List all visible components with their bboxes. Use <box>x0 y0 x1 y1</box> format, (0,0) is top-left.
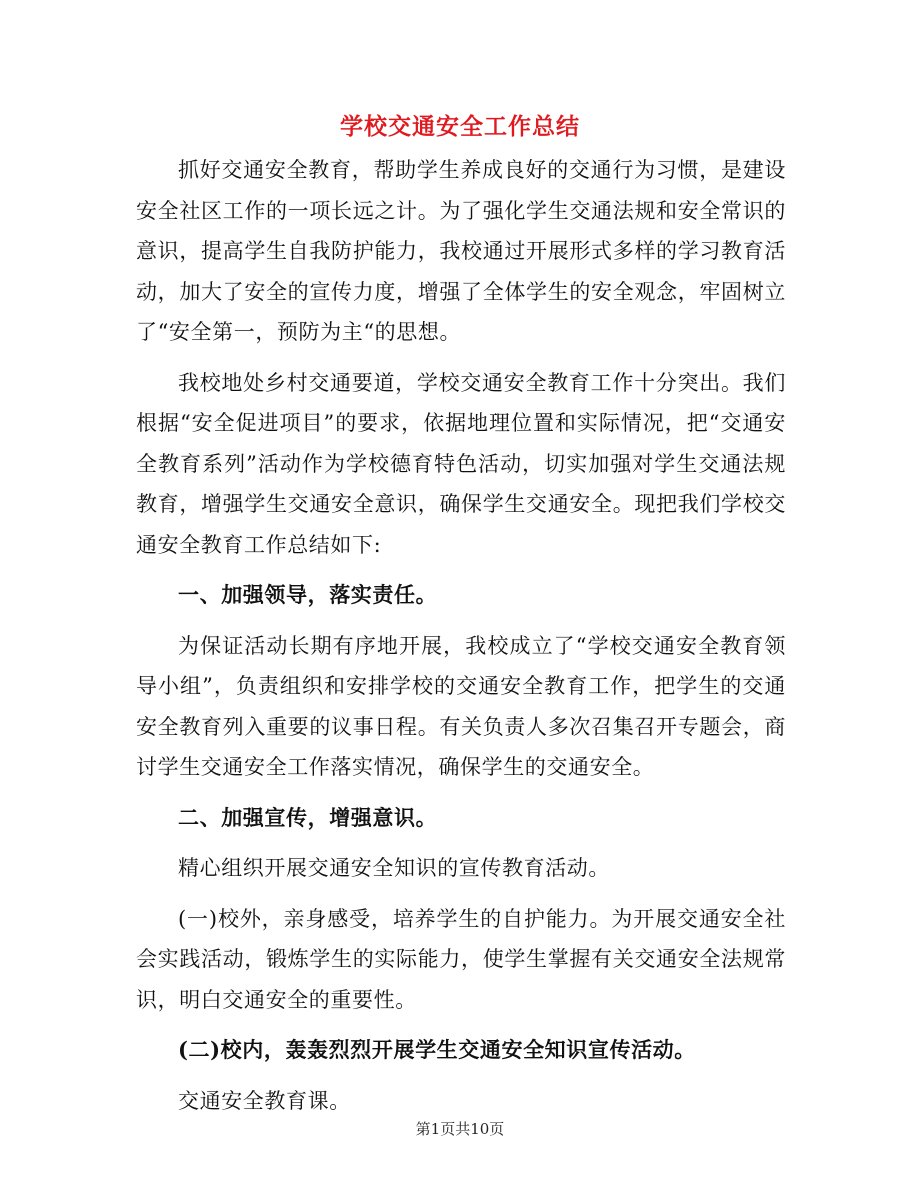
paragraph-safety-class: 交通安全教育课。 <box>178 1088 351 1113</box>
subsection-heading-on-campus: (二)校内，轰轰烈烈开展学生交通安全知识宣传活动。 <box>178 1037 696 1062</box>
document-title: 学校交通安全工作总结 <box>340 113 580 140</box>
section-heading-2: 二、加强宣传，增强意识。 <box>178 804 438 830</box>
paragraph-publicity: 精心组织开展交通安全知识的宣传教育活动。 <box>178 856 610 880</box>
paragraph-off-campus: (一)校外，亲身感受，培养学生的自护能力。为开展交通安全社会实践活动，锻炼学生的实际能力，使学生掌握有关交通安全法规常识，明白交通安全的重要性。 <box>136 906 786 1012</box>
paragraph-background: 我校地处乡村交通要道，学校交通安全教育工作十分突出。我们根据“安全促进项目”的要求，依据地理位置和实际情况，把“交通安全教育系列”活动作为学校德育特色活动，切实加强对学生交通法规教育，增强学生交通安全意识，确保学生交通安全。现把我们学校交通安全教育工作总结如下: <box>136 370 786 557</box>
paragraph-intro: 抓好交通安全教育，帮助学生养成良好的交通行为习惯，是建设安全社区工作的一项长远之计。为了强化学生交通法规和安全常识的意识，提高学生自我防护能力，我校通过开展形式多样的学习教育活动，加大了安全的宣传力度，增强了全体学生的安全观念，牢固树立了“安全第一，预防为主“的思想。 <box>136 158 786 344</box>
section-heading-1: 一、加强领导，落实责任。 <box>178 582 438 607</box>
document-body <box>136 150 786 1131</box>
page-number-footer: 第1页共10页 <box>415 1120 505 1138</box>
paragraph-leadership: 为保证活动长期有序地开展，我校成立了“学校交通安全教育领导小组”，负责组织和安排学校的交通安全教育工作，把学生的交通安全教育列入重要的议事日程。有关负责人多次召集召开专题会，商讨学生交通安全工作落实情况，确保学生的交通安全。 <box>136 633 786 779</box>
